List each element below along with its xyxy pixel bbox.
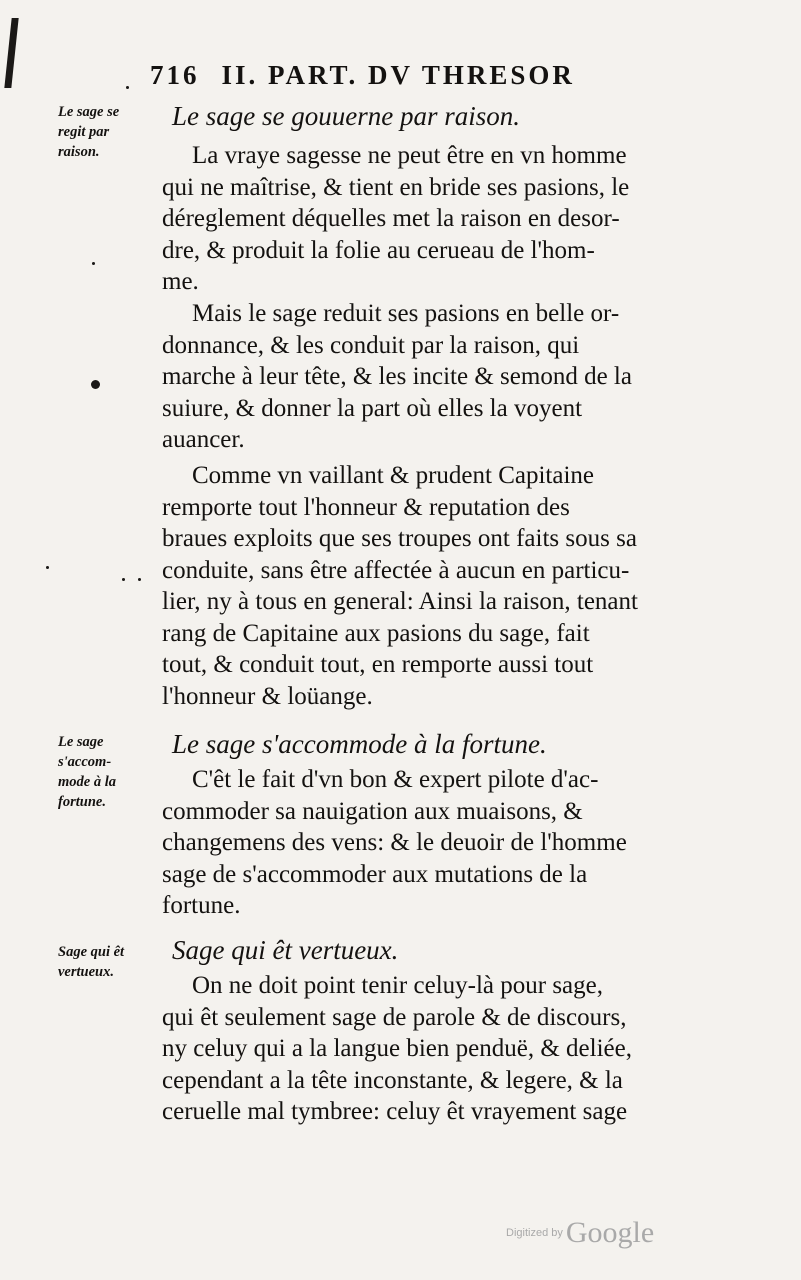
text-line: braues exploits que ses troupes ont faits sous sa — [162, 525, 637, 552]
watermark-prefix: Digitized by — [506, 1227, 563, 1239]
text-line: On ne doit point tenir celuy-là pour sage, — [192, 972, 603, 999]
margin-note-line: vertueux. — [58, 964, 114, 980]
running-header — [150, 60, 650, 91]
paragraph — [162, 460, 702, 712]
section-title: Le sage s'accommode à la fortune. — [172, 729, 547, 759]
ink-spot — [91, 380, 100, 389]
margin-note-vertueux — [58, 942, 158, 982]
margin-note-line: Sage qui êt — [58, 944, 125, 960]
text-line: marche à leur tête, & les incite & semond de la — [162, 363, 632, 390]
google-logo: Google — [565, 1216, 655, 1249]
paragraph — [162, 764, 702, 922]
margin-note-line: Le sage — [58, 734, 104, 750]
text-line: déreglement déquelles met la raison en desor- — [162, 205, 620, 232]
ink-spot — [92, 262, 95, 265]
digitized-by-watermark — [506, 1216, 654, 1250]
margin-note-raison — [58, 102, 158, 162]
margin-note-line: s'accom- — [58, 754, 112, 770]
text-line: La vraye sagesse ne peut être en vn homme — [192, 142, 627, 169]
margin-note-line: regit par — [58, 124, 110, 140]
section-title: Le sage se gouuerne par raison. — [172, 101, 520, 131]
text-line: lier, ny à tous en general: Ainsi la raison, tenant — [162, 588, 638, 615]
paragraph — [162, 298, 702, 456]
text-line: cependant a la tête inconstante, & legere, & la — [162, 1066, 623, 1094]
text-line: sage de s'accommoder aux mutations de la — [162, 860, 588, 888]
margin-note-fortune — [58, 732, 158, 812]
text-line: ny celuy qui a la langue bien penduë, & deliée, — [162, 1035, 632, 1062]
text-line: qui êt seulement sage de parole & de discours, — [162, 1003, 627, 1031]
ink-spot — [46, 566, 49, 569]
page-number: 716 — [150, 60, 200, 90]
paragraph — [162, 970, 702, 1128]
margin-note-line: Le sage se — [58, 104, 120, 120]
text-line: tout, & conduit tout, en remporte aussi tout — [162, 651, 594, 678]
text-line: dre, & produit la folie au cerueau de l'hom- — [162, 236, 595, 264]
text-line: qui ne maîtrise, & tient en bride ses pasions, le — [162, 173, 630, 201]
text-line: Comme vn vaillant & prudent Capitaine — [192, 462, 595, 489]
text-line: conduite, sans être affectée à aucun en particu- — [162, 556, 630, 584]
text-line: C'êt le fait d'vn bon & expert pilote d'ac- — [192, 766, 599, 793]
text-line: commoder sa nauigation aux muaisons, & — [162, 797, 583, 825]
margin-note-line: mode à la — [58, 774, 116, 790]
text-line: l'honneur & loüange. — [162, 682, 373, 710]
text-line: ceruelle mal tymbree: celuy êt vrayement sage — [162, 1098, 628, 1125]
ink-spot — [138, 578, 141, 581]
text-line: auancer. — [162, 426, 245, 453]
margin-note-line: raison. — [58, 144, 100, 160]
text-line: suiure, & donner la part où elles la voyent — [162, 394, 583, 422]
ink-spot — [122, 578, 125, 581]
text-line: rang de Capitaine aux pasions du sage, fait — [162, 619, 590, 647]
text-line: remporte tout l'honneur & reputation des — [162, 493, 570, 521]
text-line: fortune. — [162, 892, 241, 919]
text-line: Mais le sage reduit ses pasions en belle or- — [192, 300, 620, 327]
ink-spot — [126, 86, 129, 89]
text-line: me. — [162, 268, 199, 295]
running-title: II. PART. DV THRESOR — [221, 60, 575, 90]
section-title: Sage qui êt vertueux. — [172, 935, 399, 965]
text-line: changemens des vens: & le deuoir de l'homme — [162, 829, 627, 856]
binding-edge-shadow — [4, 18, 18, 88]
text-line: donnance, & les conduit par la raison, qui — [162, 331, 580, 359]
paragraph — [162, 140, 702, 298]
margin-note-line: fortune. — [58, 794, 106, 810]
